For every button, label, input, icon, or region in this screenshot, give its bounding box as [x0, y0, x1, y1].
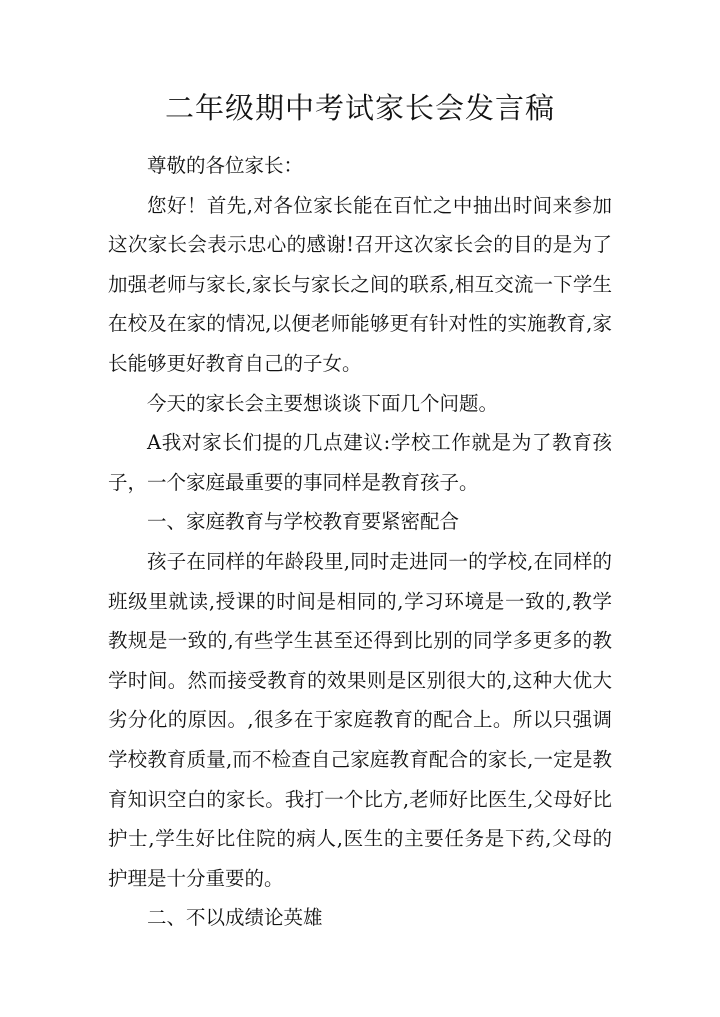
section-heading-1: 一、家庭教育与学校教育要紧密配合 — [147, 510, 460, 534]
paragraph-topics-intro: 今天的家长会主要想谈谈下面几个问题。 — [147, 391, 499, 415]
paragraph-salutation: 尊敬的各位家长： — [147, 154, 304, 177]
paragraph-greeting: 您好！首先,对各位家长能在百忙之中抽出时间来参加这次家长会表示忠心的感谢!召开这次家长会的目的是为了加强老师与家长,家长与家长之间的联系,相互交流一下学生在校及在家的情况,以便老师能够更有针对性的实施教育,家长能够更好教育自己的子女。 — [108, 193, 612, 375]
section-heading-2: 二、不以成绩论英雄 — [147, 906, 323, 930]
paragraph-suggestions: A我对家长们提的几点建议:学校工作就是为了教育孩子，一个家庭最重要的事同样是教育孩子。 — [108, 431, 612, 494]
paragraph-family-school: 孩子在同样的年龄段里,同时走进同一的学校,在同样的班级里就读,授课的时间是相同的,学习环境是一致的,教学教规是一致的,有些学生甚至还得到比别的同学多更多的教学时间。然而接受教育的效果则是区别很大的,这种大优大劣分化的原因。,很多在于家庭教育的配合上。所以只强调学校教育质量,而不检查自己家庭教育配合的家长,一定是教育知识空白的家长。我打一个比方,老师好比医生,父母好比护士,学生好比住院的病人,医生的主要任务是下药,父母的护理是十分重要的。 — [108, 549, 612, 890]
document-title: 二年级期中考试家长会发言稿 — [164, 91, 555, 125]
